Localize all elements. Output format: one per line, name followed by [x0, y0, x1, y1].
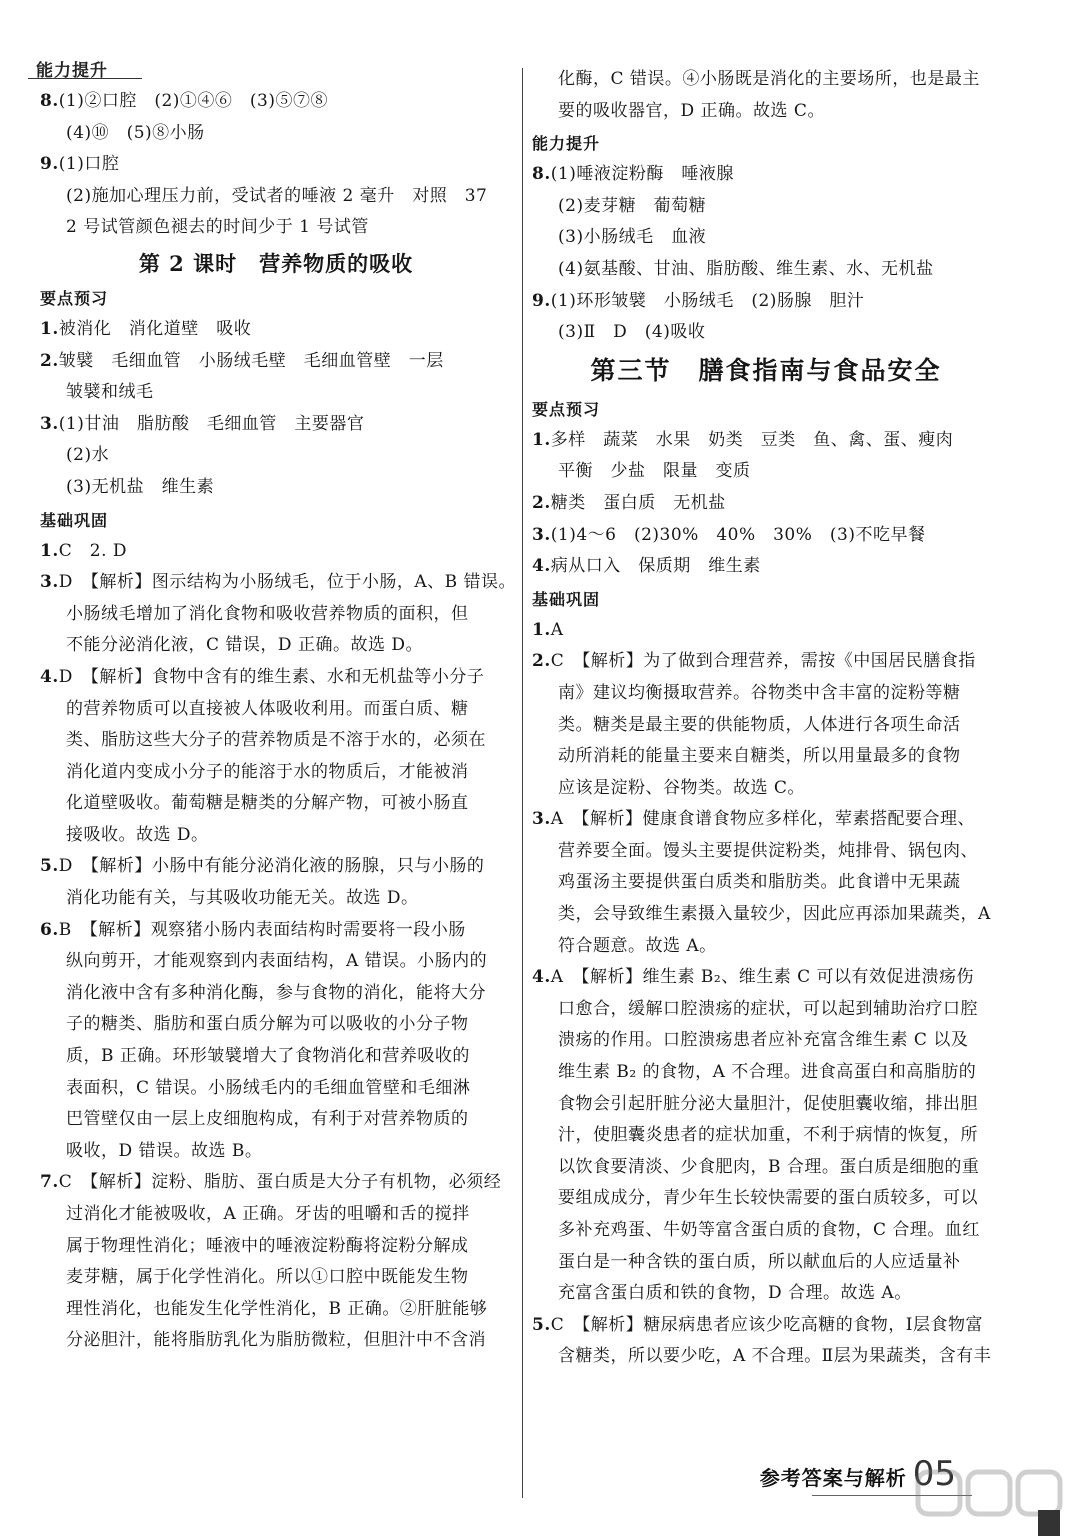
answer-text: 消化道内变成小分子的能溶于水的物质后，才能被消	[66, 761, 469, 782]
left-column	[36, 56, 517, 1357]
answer-line	[40, 1041, 512, 1073]
answer-line	[532, 741, 1000, 773]
question-number: 2.	[532, 651, 551, 672]
left-block-basic	[40, 536, 517, 1357]
answer-line	[40, 788, 512, 820]
answer-text: 化道壁吸收。葡萄糖是糖类的分解产物，可被小肠直	[66, 793, 469, 814]
right-column	[532, 64, 1000, 1373]
answer-text: (2)麦芽糖 葡萄糖	[558, 195, 707, 216]
answer-text: 小肠绒毛增加了消化食物和吸收营养物质的面积，但	[66, 603, 469, 624]
answer-line	[532, 1025, 1000, 1057]
answer-line	[532, 191, 1000, 223]
answer-text: (2)施加心理压力前，受试者的唾液 2 毫升 对照 37	[66, 185, 488, 206]
question-number: 7.	[40, 1172, 59, 1193]
answer-line	[532, 159, 1000, 191]
question-number: 8.	[40, 91, 59, 111]
left-block-ability	[40, 86, 512, 244]
answer-line	[40, 851, 512, 883]
answer-line	[40, 1294, 512, 1326]
answer-line	[40, 346, 512, 378]
footer-label: 参考答案与解析	[759, 1466, 907, 1490]
question-number: 5.	[40, 856, 59, 877]
answer-text: 类，会导致维生素摄入量较少，因此应再添加果蔬类，A	[558, 904, 991, 925]
answer-text: 南》建议均衡摄取营养。谷物类中含丰富的淀粉等糖	[558, 682, 961, 703]
answer-line	[532, 425, 1000, 457]
answer-text: 不能分泌消化液，C 错误，D 正确。故选 D。	[66, 635, 423, 656]
answer-text: 麦芽糖，属于化学性消化。所以①口腔中既能发生物	[66, 1267, 469, 1288]
answer-text: 应该是淀粉、谷物类。故选 C。	[558, 777, 805, 798]
answer-line	[532, 931, 1000, 963]
answer-line	[40, 377, 512, 409]
answer-line	[532, 804, 1000, 836]
answer-line	[40, 1104, 512, 1136]
answer-line	[532, 456, 1000, 488]
answer-text: 病从口入 保质期 维生素	[550, 556, 761, 577]
question-number: 9.	[532, 290, 551, 311]
answer-line	[532, 96, 1000, 128]
answer-text: 以饮食要清淡、少食肥肉，B 合理。蛋白质是细胞的重	[558, 1156, 980, 1177]
answer-line	[532, 710, 1000, 742]
section-title: 第三节 膳食指南与食品安全	[590, 355, 942, 385]
question-number: 4.	[40, 666, 59, 687]
answer-line	[40, 1199, 512, 1231]
answer-text: 皱襞 毛细血管 小肠绒毛壁 毛细血管壁 一层	[58, 350, 444, 371]
answer-line	[532, 254, 1000, 286]
right-block-continued	[532, 64, 1000, 127]
answer-line	[532, 1152, 1000, 1184]
answer-text: 属于物理性消化；唾液中的唾液淀粉酶将淀粉分解成	[66, 1235, 469, 1256]
answer-line	[40, 181, 512, 213]
answer-line	[40, 978, 512, 1010]
answer-text: 质，B 正确。环形皱襞增大了食物消化和营养吸收的	[66, 1046, 470, 1067]
right-block-ability	[532, 159, 1000, 349]
answer-text: 维生素 B₂ 的食物，A 不合理。进食高蛋白和高脂肪的	[558, 1062, 977, 1083]
answer-text: (3)无机盐 维生素	[66, 476, 215, 497]
answer-line	[532, 1057, 1000, 1089]
answer-line	[40, 409, 512, 441]
right-block-basic	[532, 615, 1000, 1373]
question-number: 1.	[40, 318, 59, 339]
answer-text: B 【解析】观察猪小肠内表面结构时需要将一段小肠	[58, 919, 466, 940]
answer-line	[532, 1215, 1000, 1247]
question-number: 4.	[532, 967, 551, 988]
question-number: 3.	[40, 413, 59, 434]
answer-text: 分泌胆汁，能将脂肪乳化为脂肪微粒，但胆汁中不含消	[66, 1330, 486, 1351]
answer-text: 溃疡的作用。口腔溃疡患者应补充富含维生素 C 以及	[558, 1030, 969, 1051]
answer-line	[40, 883, 512, 915]
answer-line	[532, 615, 1000, 647]
section-ability-right: 能力提升	[532, 134, 601, 154]
answer-line	[532, 899, 1000, 931]
answer-text: 要的吸收器官，D 正确。故选 C。	[558, 100, 825, 121]
answer-line	[40, 694, 512, 726]
answer-line	[40, 630, 512, 662]
answer-text: 消化液中含有多种消化酶，参与食物的消化，能将大分	[66, 982, 486, 1003]
answer-text: (1)4～6 (2)30% 40% 30% (3)不吃早餐	[550, 524, 926, 545]
answer-line	[40, 1073, 512, 1105]
page-number: 05	[912, 1454, 956, 1494]
question-number: 3.	[40, 572, 59, 593]
answer-text: 消化功能有关，与其吸收功能无关。故选 D。	[66, 888, 419, 909]
answer-text: (4)氨基酸、甘油、脂肪酸、维生素、水、无机盐	[558, 258, 934, 279]
answer-line	[532, 836, 1000, 868]
answer-text: D 【解析】食物中含有的维生素、水和无机盐等小分子	[58, 666, 485, 687]
answer-text: 2 号试管颜色褪去的时间少于 1 号试管	[66, 217, 369, 238]
answer-text: 纵向剪开，才能观察到内表面结构，A 错误。小肠内的	[66, 951, 488, 972]
answer-line	[532, 286, 1000, 318]
answer-text: C 【解析】糖尿病患者应该少吃高糖的食物，Ⅰ层食物富	[550, 1314, 983, 1335]
answer-text: (3)小肠绒毛 血液	[558, 227, 707, 248]
answer-text: 食物会引起肝脏分泌大量胆汁，促使胆囊收缩，排出胆	[558, 1093, 978, 1114]
answer-line	[532, 678, 1000, 710]
answer-line	[40, 314, 512, 346]
question-number: 1.	[40, 540, 59, 561]
answer-line	[40, 118, 512, 150]
answer-line	[532, 867, 1000, 899]
answer-line	[532, 551, 1000, 583]
answer-text: (4)⑩ (5)⑧小肠	[66, 122, 205, 143]
answer-text: (1)口腔	[58, 154, 120, 175]
answer-line	[532, 1247, 1000, 1279]
answer-line	[40, 149, 512, 181]
question-number: 8.	[532, 164, 551, 185]
answer-line	[40, 212, 512, 244]
answer-text: (1)甘油 脂肪酸 毛细血管 主要器官	[58, 413, 365, 434]
answer-text: 化酶，C 错误。④小肠既是消化的主要场所，也是最主	[558, 69, 980, 89]
answer-text: A	[550, 619, 564, 640]
answer-text: 被消化 消化道壁 吸收	[58, 318, 252, 339]
page-edge-mark	[1038, 1510, 1060, 1536]
answer-line	[40, 1231, 512, 1263]
answer-text: 皱襞和绒毛	[66, 382, 154, 403]
answer-line	[532, 962, 1000, 994]
question-number: 3.	[532, 809, 551, 830]
answer-line	[40, 662, 512, 694]
question-number: 2.	[532, 492, 551, 513]
answer-line	[40, 1325, 512, 1357]
header-left-label: 能力提升	[36, 61, 108, 81]
answer-text: 多样 蔬菜 水果 奶类 豆类 鱼、禽、蛋、瘦肉	[550, 429, 954, 450]
answer-text: 蛋白是一种含铁的蛋白质，所以献血后的人应适量补	[558, 1251, 961, 1272]
answer-text: 含糖类，所以要少吃，A 不合理。Ⅱ层为果蔬类，含有丰	[558, 1346, 992, 1367]
answer-line	[532, 646, 1000, 678]
answer-text: 糖类 蛋白质 无机盐	[550, 492, 726, 513]
answer-line	[532, 773, 1000, 805]
lesson-title: 第 2 课时 营养物质的吸收	[138, 250, 414, 276]
answer-line	[532, 1120, 1000, 1152]
answer-text: 巴管壁仅由一层上皮细胞构成，有利于对营养物质的	[66, 1109, 469, 1130]
answer-line	[532, 488, 1000, 520]
answer-line	[40, 1009, 512, 1041]
answer-line	[40, 536, 512, 568]
question-number: 6.	[40, 919, 59, 940]
answer-text: D 【解析】图示结构为小肠绒毛，位于小肠，A、B 错误。	[58, 572, 517, 593]
answer-line	[532, 520, 1000, 552]
answer-text: C 【解析】淀粉、脂肪、蛋白质是大分子有机物，必须经	[58, 1172, 502, 1193]
answer-text: 子的糖类、脂肪和蛋白质分解为可以吸收的小分子物	[66, 1014, 469, 1035]
answer-line	[532, 64, 1000, 96]
answer-line	[40, 599, 512, 631]
answer-line	[40, 1136, 512, 1168]
right-block-preview	[532, 425, 1000, 583]
answer-text: 平衡 少盐 限量 变质	[558, 461, 751, 482]
answer-line	[532, 222, 1000, 254]
answer-line	[532, 1341, 1000, 1373]
answer-text: 类。糖类是最主要的供能物质，人体进行各项生命活	[558, 714, 961, 735]
answer-text: 过消化才能被吸收，A 正确。牙齿的咀嚼和舌的搅拌	[66, 1204, 470, 1224]
answer-text: 汁，使胆囊炎患者的症状加重，不利于病情的恢复，所	[558, 1125, 978, 1146]
answer-line	[40, 567, 517, 599]
answer-text: 口愈合，缓解口腔溃疡的症状，可以起到辅助治疗口腔	[558, 998, 978, 1019]
answer-text: 类、脂肪这些大分子的营养物质是不溶于水的，必须在	[66, 730, 486, 751]
answer-text: (2)水	[66, 445, 110, 466]
question-number: 3.	[532, 524, 551, 545]
answer-text: C 【解析】为了做到合理营养，需按《中国居民膳食指	[550, 651, 976, 672]
answer-line	[40, 946, 512, 978]
answer-line	[532, 1310, 1000, 1342]
question-number: 9.	[40, 154, 59, 175]
answer-text: 接吸收。故选 D。	[66, 824, 209, 845]
question-number: 1.	[532, 429, 551, 450]
answer-text: 多补充鸡蛋、牛奶等富含蛋白质的食物，C 合理。血红	[558, 1220, 980, 1240]
column-divider	[522, 68, 523, 1498]
answer-line	[40, 915, 512, 947]
answer-line	[40, 1262, 512, 1294]
answer-text: 吸收，D 错误。故选 B。	[66, 1140, 263, 1161]
answer-text: 要组成成分，青少年生长较快需要的蛋白质较多，可以	[558, 1188, 978, 1209]
answer-line	[40, 757, 512, 789]
answer-line	[532, 994, 1000, 1026]
question-number: 4.	[532, 556, 551, 577]
answer-text: 的营养物质可以直接被人体吸收利用。而蛋白质、糖	[66, 698, 469, 719]
answer-line	[532, 1183, 1000, 1215]
answer-line	[40, 472, 512, 504]
section-basic-right: 基础巩固	[532, 589, 601, 609]
answer-text: A 【解析】维生素 B₂、维生素 C 可以有效促进溃疡伤	[550, 967, 975, 988]
question-number: 5.	[532, 1314, 551, 1335]
section-preview-right: 要点预习	[532, 399, 601, 419]
answer-text: D 【解析】小肠中有能分泌消化液的肠腺，只与小肠的	[58, 856, 485, 877]
answer-text: 充富含蛋白质和铁的食物，D 合理。故选 A。	[558, 1283, 912, 1304]
answer-text: 符合题意。故选 A。	[558, 935, 717, 956]
answer-line	[532, 1278, 1000, 1310]
answer-line	[40, 440, 512, 472]
left-block-preview	[40, 314, 512, 504]
answer-text: (3)Ⅱ D (4)吸收	[558, 322, 706, 343]
answer-text: (1)②口腔 (2)①④⑥ (3)⑤⑦⑧	[58, 91, 328, 111]
answer-text: 鸡蛋汤主要提供蛋白质类和脂肪类。此食谱中无果蔬	[558, 872, 961, 893]
answer-text: 表面积，C 错误。小肠绒毛内的毛细血管壁和毛细淋	[66, 1077, 471, 1098]
answer-line	[40, 820, 512, 852]
answer-text: C 2. D	[58, 540, 128, 561]
answer-line	[532, 1089, 1000, 1121]
section-preview-left: 要点预习	[40, 288, 109, 308]
section-basic-left: 基础巩固	[40, 510, 109, 530]
answer-line	[40, 725, 512, 757]
answer-text: 理性消化，也能发生化学性消化，B 正确。②肝脏能够	[66, 1298, 488, 1319]
answer-text: 动所消耗的能量主要来自糖类，所以用量最多的食物	[558, 746, 961, 767]
answer-text: A 【解析】健康食谱食物应多样化，荤素搭配要合理、	[550, 809, 976, 830]
question-number: 1.	[532, 619, 551, 640]
answer-line	[532, 317, 1000, 349]
answer-text: (1)唾液淀粉酶 唾液腺	[550, 164, 734, 185]
question-number: 2.	[40, 350, 59, 371]
answer-line	[40, 1167, 512, 1199]
answer-text: 营养要全面。馒头主要提供淀粉类，炖排骨、锅包肉、	[558, 840, 978, 861]
answer-line	[40, 86, 512, 118]
answer-text: (1)环形皱襞 小肠绒毛 (2)肠腺 胆汁	[550, 290, 865, 311]
